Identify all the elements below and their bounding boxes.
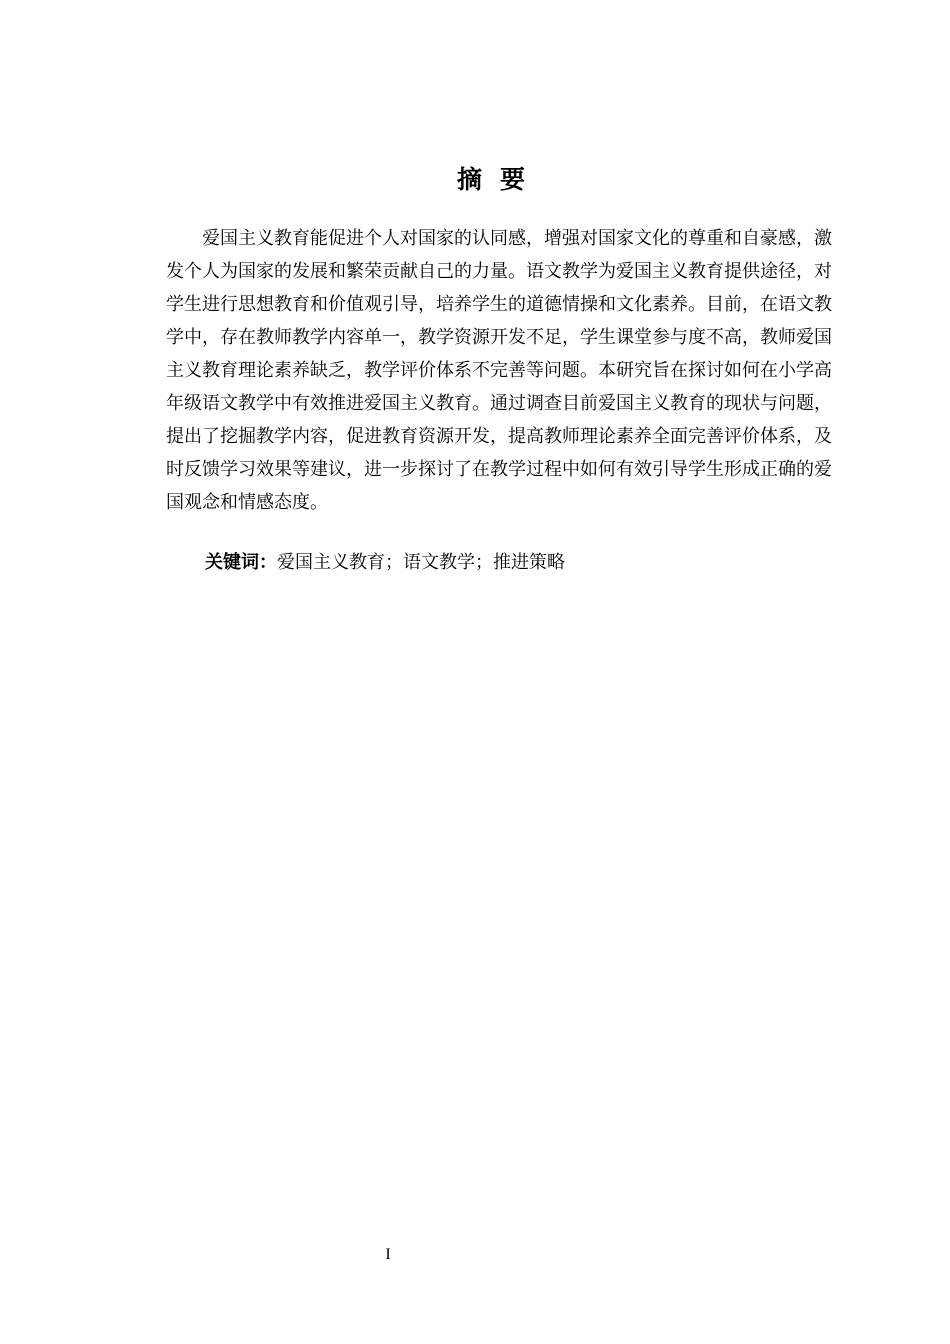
keywords-text: 爱国主义教育；语文教学；推进策略 — [277, 552, 565, 573]
page-number: I — [385, 1246, 391, 1263]
keywords-line — [205, 546, 825, 579]
abstract-paragraph: 爱国主义教育能促进个人对国家的认同感，增强对国家文化的尊重和自豪感，激发个人为国家的发展和繁荣贡献自己的力量。语文教学为爱国主义教育提供途径，对学生进行思想教育和价值观引导，培养学生的道德情操和文化素养。目前，在语文教学中，存在教师教学内容单一，教学资源开发不足，学生课堂参与度不高，教师爱国主义教育理论素养缺乏，教学评价体系不完善等问题。本研究旨在探讨如何在小学高年级语文教学中有效推进爱国主义教育。通过调查目前爱国主义教育的现状与问题，提出了挖掘教学内容，促进教育资源开发，提高教师理论素养全面完善评价体系，及时反馈学习效果等建议，进一步探讨了在教学过程中如何有效引导学生形成正确的爱国观念和情感态度。 — [166, 228, 832, 513]
page-title: 摘要 — [456, 165, 543, 194]
keywords-label: 关键词： — [205, 552, 277, 573]
